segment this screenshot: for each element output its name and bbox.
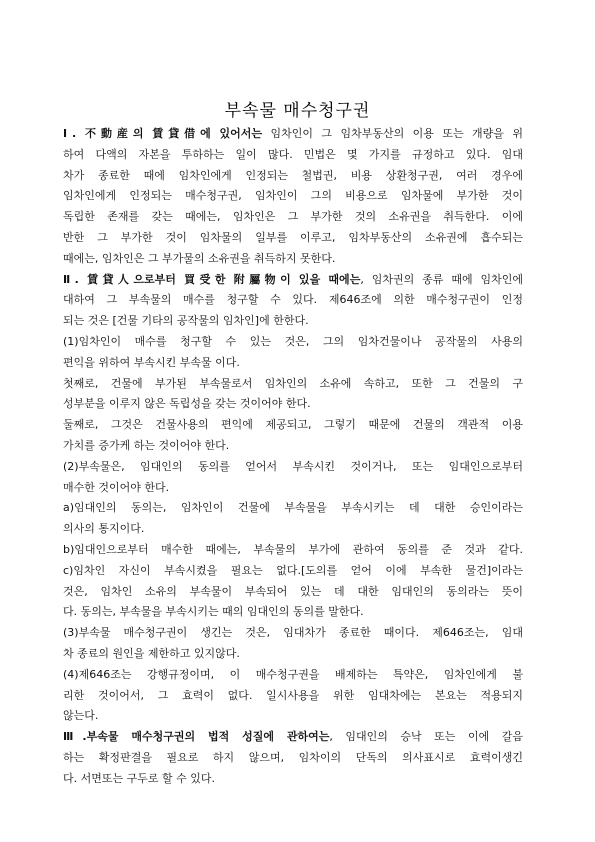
text-line xyxy=(63,644,523,665)
text-line xyxy=(63,602,523,623)
line-text: b)임대인으로부터 매수한 때에는, 부속물의 부가에 관하여 동의를 준 것과 같다. xyxy=(63,542,523,556)
line-text: 편익을 위하여 부속시킨 부속물 이다. xyxy=(63,355,240,369)
text-line xyxy=(63,706,523,727)
line-text: 가치를 증가케 하는 것이어야 한다. xyxy=(63,438,230,452)
line-text: (1)임차인이 매수를 청구할 수 있는 것은, 그의 임차건물이나 공작물의 사용의 xyxy=(63,334,523,348)
line-text: (2)부속물은, 임대인의 동의를 얻어서 부속시킨 것이거나, 또는 임대인으로부터 xyxy=(63,459,523,473)
line-text: 첫째로, 건물에 부가된 부속물로서 임차인의 소유에 속하고, 또한 그 건물의 구 xyxy=(63,376,523,390)
line-text: , 임대인의 승낙 또는 이에 갈음 xyxy=(329,730,523,744)
line-text: 다. 동의는, 부속물을 부속시키는 때의 임대인의 동의를 말한다. xyxy=(63,605,364,619)
line-text: 않는다. xyxy=(63,709,99,723)
line-text: a)임대인의 동의는, 임차인이 건물에 부속물을 부속시키는 데 대한 승인이라는 xyxy=(63,501,523,515)
text-line xyxy=(63,207,523,228)
section-heading: Ⅱ. 賃貸人으로부터 買受한 附屬物이 있을 때에는 xyxy=(63,272,361,286)
line-text: 차가 종료한 때에 임차인에게 인정되는 철법권, 비용 상환청구권, 여러 경우에 xyxy=(63,168,523,182)
line-text: 것은, 임차인 소유의 부속물이 부속되어 있는 데 대한 임대인의 동의라는 뜻이 xyxy=(63,584,523,598)
line-text: 임차인에게 인정되는 매수청구권, 임차인이 그의 비용으로 임차물에 부가한 것이 xyxy=(63,189,523,203)
line-text: 대하여 그 부속물의 매수를 청구할 수 있다. 제646조에 의한 매수청구권이 인정 xyxy=(63,293,523,307)
line-text: 때에는, 임차인은 그 부가물의 소유권을 취득하지 못한다. xyxy=(63,251,336,265)
section-heading: Ⅰ. 不動産의 賃貸借에 있어서는 xyxy=(63,127,262,140)
text-line xyxy=(63,290,523,311)
line-text: 차 종료의 원인을 제한하고 있지않다. xyxy=(63,646,240,660)
line-text: 다. 서면또는 구두로 할 수 있다. xyxy=(63,771,215,785)
text-line xyxy=(63,665,523,686)
text-line xyxy=(63,478,523,499)
text-line xyxy=(63,519,523,540)
text-line xyxy=(63,727,523,748)
text-line xyxy=(63,166,523,187)
text-line xyxy=(63,228,523,249)
line-text: 의사의 통지이다. xyxy=(63,522,145,536)
line-text: c)임차인 자신이 부속시켰을 필요는 없다.[도의를 얻어 이에 부속한 물건]이라는 xyxy=(63,563,523,577)
line-text: , 임차권의 종류 때에 임차인에 xyxy=(360,272,523,286)
line-text: 둘째로, 그것은 건물사용의 편익에 제공되고, 그렇기 때문에 건물의 객관적 이용 xyxy=(63,418,523,432)
text-line xyxy=(63,540,523,561)
text-line xyxy=(63,561,523,582)
text-line xyxy=(63,436,523,457)
line-text: 하여 다액의 자본을 투하하는 일이 많다. 민법은 몇 가지를 규정하고 있다. 임대 xyxy=(63,147,523,161)
text-line xyxy=(63,145,523,166)
text-line xyxy=(63,498,523,519)
text-line xyxy=(63,623,523,644)
text-line xyxy=(63,270,523,291)
section-heading: Ⅲ.부속물 매수청구권의 법적 성질에 관하여는 xyxy=(63,730,330,744)
line-text: (4)제646조는 강행규정이며, 이 매수청구권을 배제하는 특약은, 임차인에게 불 xyxy=(63,667,523,681)
text-line xyxy=(63,769,523,790)
text-line xyxy=(63,249,523,270)
line-text: 반한 그 부가한 것이 임차물의 일부를 이루고, 임차부동산의 소유권에 흡수되는 xyxy=(63,230,523,244)
text-line xyxy=(63,374,523,395)
line-text: 임차인이 그 임차부동산의 이용 또는 개량을 위 xyxy=(262,127,523,140)
text-line xyxy=(63,311,523,332)
document-body xyxy=(63,124,523,790)
line-text: 하는 확정판결을 필요로 하지 않으며, 임차이의 단독의 의사표시로 효력이생긴 xyxy=(63,750,523,764)
text-line xyxy=(63,394,523,415)
text-line xyxy=(63,332,523,353)
text-line xyxy=(63,124,523,145)
text-line xyxy=(63,686,523,707)
text-line xyxy=(63,353,523,374)
text-line xyxy=(63,457,523,478)
line-text: 되는 것은 [건물 기타의 공작물의 임차인]에 한한다. xyxy=(63,314,309,328)
line-text: 성부분을 이루지 않은 독립성을 갖는 것이어야 한다. xyxy=(63,397,311,411)
line-text: 리한 것이어서, 그 효력이 없다. 일시사용을 위한 임대차에는 본요는 적용되지 xyxy=(63,688,523,702)
document-title: 부속물 매수청구권 xyxy=(224,101,371,121)
text-line xyxy=(63,415,523,436)
line-text: 매수한 것이어야 한다. xyxy=(63,480,170,494)
text-line xyxy=(63,748,523,769)
line-text: (3)부속물 매수청구권이 생긴는 것은, 임대차가 종료한 때이다. 제646조는, 임대 xyxy=(63,626,523,640)
text-line xyxy=(63,582,523,603)
text-line xyxy=(63,186,523,207)
line-text: 독립한 존재를 갖는 때에는, 임차인은 그 부가한 것의 소유권을 취득한다. 이에 xyxy=(63,210,523,224)
